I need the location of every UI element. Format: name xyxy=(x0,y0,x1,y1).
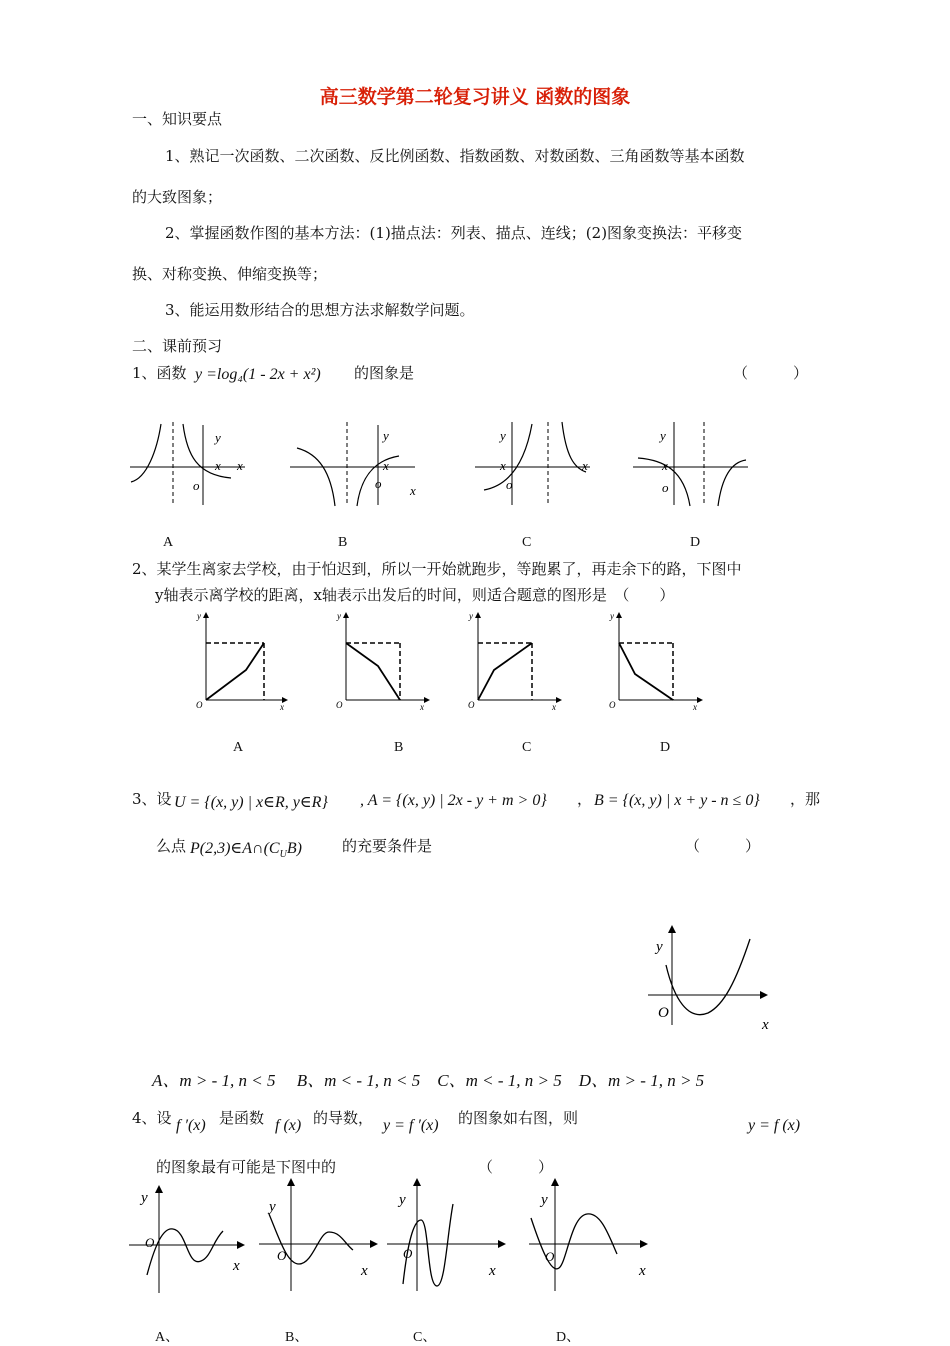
q3-point-formula-end: B) xyxy=(286,840,302,857)
q1-graph-c xyxy=(470,420,595,510)
q2a-x-label: x xyxy=(280,702,284,712)
q3-set-b: B = {(x, y) | x + y - n ≤ 0} xyxy=(594,792,760,809)
q3-comma: ， xyxy=(577,790,593,808)
q4-y-eq-fprime: y = f ′(x) xyxy=(383,1117,439,1134)
q4d-y-label: y xyxy=(541,1192,548,1208)
q1-option-d: D xyxy=(690,535,701,550)
q2-graph-b xyxy=(320,610,435,715)
q1-graph-d xyxy=(628,420,753,510)
derivative-o-label: O xyxy=(658,1005,669,1021)
q4-option-b: B、 xyxy=(285,1330,309,1345)
q2c-o-label: O xyxy=(468,700,475,710)
q2c-x-label: x xyxy=(552,702,556,712)
q4a-o-label: O xyxy=(145,1235,155,1250)
q3-complement-subscript: U xyxy=(279,849,287,861)
q3-line2-suffix: 的充要条件是 xyxy=(342,837,433,855)
q4b-x-label: x xyxy=(361,1263,368,1279)
q1-prefix: 1、函数 xyxy=(132,364,187,382)
q4c-o-label: O xyxy=(403,1246,413,1261)
q3-answer-paren: （ ） xyxy=(685,837,761,855)
q2-graph-c xyxy=(452,610,567,715)
q2-option-c: C xyxy=(522,740,532,755)
q3-answer-choices: A、m > - 1, n < 5 B、m < - 1, n < 5 C、m < - 1, n > 5 D、m > - 1, n > 5 xyxy=(152,1071,705,1090)
q3-suffix: ，那 xyxy=(790,790,821,808)
q4-answer-paren: （ ） xyxy=(478,1158,554,1176)
q1-answer-paren: （ ） xyxy=(733,364,809,382)
q4-graph-b xyxy=(255,1178,385,1293)
q4-y-eq-f: y = f (x) xyxy=(748,1117,801,1134)
q1a-y-label: y xyxy=(215,430,221,445)
q1b-x-label: x xyxy=(383,458,389,473)
q4-mid3: 的图象如右图，则 xyxy=(458,1109,579,1127)
q4-option-a: A、 xyxy=(155,1330,180,1345)
q1-formula: y =log₄(1 - 2x + x²) xyxy=(195,366,321,383)
q1d-x-label: x xyxy=(662,458,668,473)
q2d-o-label: O xyxy=(609,700,616,710)
q2d-x-label: x xyxy=(693,702,697,712)
q1-option-b: B xyxy=(338,535,348,550)
q4-prefix: 4、设 xyxy=(132,1109,172,1127)
q1d-y-label: y xyxy=(660,428,666,443)
q2b-x-label: x xyxy=(420,702,424,712)
q2-option-a: A xyxy=(233,740,244,755)
q4-option-d: D、 xyxy=(556,1330,581,1345)
q2-graph-a xyxy=(180,610,290,715)
q2b-o-label: O xyxy=(336,700,343,710)
q1d-o-label: o xyxy=(662,480,669,495)
q3-set-u: U = {(x, y) | x∈R, y∈R} xyxy=(174,794,328,811)
q4-mid2: 的导数， xyxy=(313,1109,374,1127)
q1a-x-label-end: x xyxy=(237,458,243,473)
derivative-graph xyxy=(640,925,780,1035)
q2-option-b: B xyxy=(394,740,404,755)
q2a-y-label: y xyxy=(197,611,201,621)
section-heading-knowledge: 一、知识要点 xyxy=(132,110,223,128)
q2-option-d: D xyxy=(660,740,671,755)
derivative-x-label: x xyxy=(762,1017,769,1033)
paragraph-3: 3、能运用数形结合的思想方法求解数学问题。 xyxy=(165,301,475,319)
q4c-x-label: x xyxy=(489,1263,496,1279)
q1a-o-label: o xyxy=(193,478,200,493)
q4b-o-label: O xyxy=(277,1248,287,1263)
q4-f: f (x) xyxy=(275,1117,302,1134)
q2d-y-label: y xyxy=(610,611,614,621)
q1-graph-a xyxy=(125,420,250,510)
derivative-y-label: y xyxy=(656,939,663,955)
q1c-o-label: o xyxy=(506,477,513,492)
q1c-x-label-end: x xyxy=(582,458,588,473)
q1-option-a: A xyxy=(163,535,174,550)
paragraph-2-line-1: 2、掌握函数作图的基本方法：(1)描点法：列表、描点、连线；(2)图象变换法：平移变 xyxy=(165,224,743,242)
q1-suffix: 的图象是 xyxy=(354,364,415,382)
q2b-y-label: y xyxy=(337,611,341,621)
q1-graph-b xyxy=(285,420,425,510)
q4d-o-label: O xyxy=(545,1249,555,1264)
q4a-y-label: y xyxy=(141,1190,148,1206)
paragraph-1-line-1: 1、熟记一次函数、二次函数、反比例函数、指数函数、对数函数、三角函数等基本函数 xyxy=(165,147,745,165)
q2-line-1: 2、某学生离家去学校，由于怕迟到，所以一开始就跑步，等跑累了，再走余下的路，下图中 xyxy=(132,560,742,578)
q1-option-c: C xyxy=(522,535,532,550)
q3-point-condition xyxy=(190,838,302,860)
q4-mid1: 是函数 xyxy=(219,1109,265,1127)
q4-graph-a xyxy=(125,1185,250,1295)
q1c-x-label: x xyxy=(500,458,506,473)
paragraph-1-line-2: 的大致图象； xyxy=(132,188,223,206)
q4-option-c: C、 xyxy=(413,1330,437,1345)
q1b-o-label: o xyxy=(375,476,382,491)
q3-set-a: , A = {(x, y) | 2x - y + m > 0} xyxy=(360,792,547,809)
q4-f-prime: f ′(x) xyxy=(176,1117,206,1134)
q4-graph-d xyxy=(525,1178,655,1293)
page-title: 高三数学第二轮复习讲义 函数的图象 xyxy=(319,86,631,108)
q2c-y-label: y xyxy=(469,611,473,621)
q3-line2-prefix: 么点 xyxy=(156,837,187,855)
q4b-y-label: y xyxy=(269,1199,276,1215)
q1b-x-label-end: x xyxy=(410,483,416,498)
q4-graph-c xyxy=(383,1178,513,1293)
q3-prefix: 3、设 xyxy=(132,790,172,808)
q4a-x-label: x xyxy=(233,1258,240,1274)
q3-point-formula: P(2,3)∈A∩(C xyxy=(190,840,280,857)
q4d-x-label: x xyxy=(639,1263,646,1279)
paragraph-2-line-2: 换、对称变换、伸缩变换等； xyxy=(132,265,328,283)
q4c-y-label: y xyxy=(399,1192,406,1208)
q2a-o-label: O xyxy=(196,700,203,710)
q2-graph-d xyxy=(593,610,708,715)
section-heading-preview: 二、课前预习 xyxy=(132,337,223,355)
q1a-x-label: x xyxy=(215,458,221,473)
q2-line-2: y轴表示离学校的距离，x轴表示出发后的时间，则适合题意的图形是 （ ） xyxy=(155,586,675,604)
q1b-y-label: y xyxy=(383,428,389,443)
q4-line2: 的图象最有可能是下图中的 xyxy=(156,1158,337,1176)
q1c-y-label: y xyxy=(500,428,506,443)
